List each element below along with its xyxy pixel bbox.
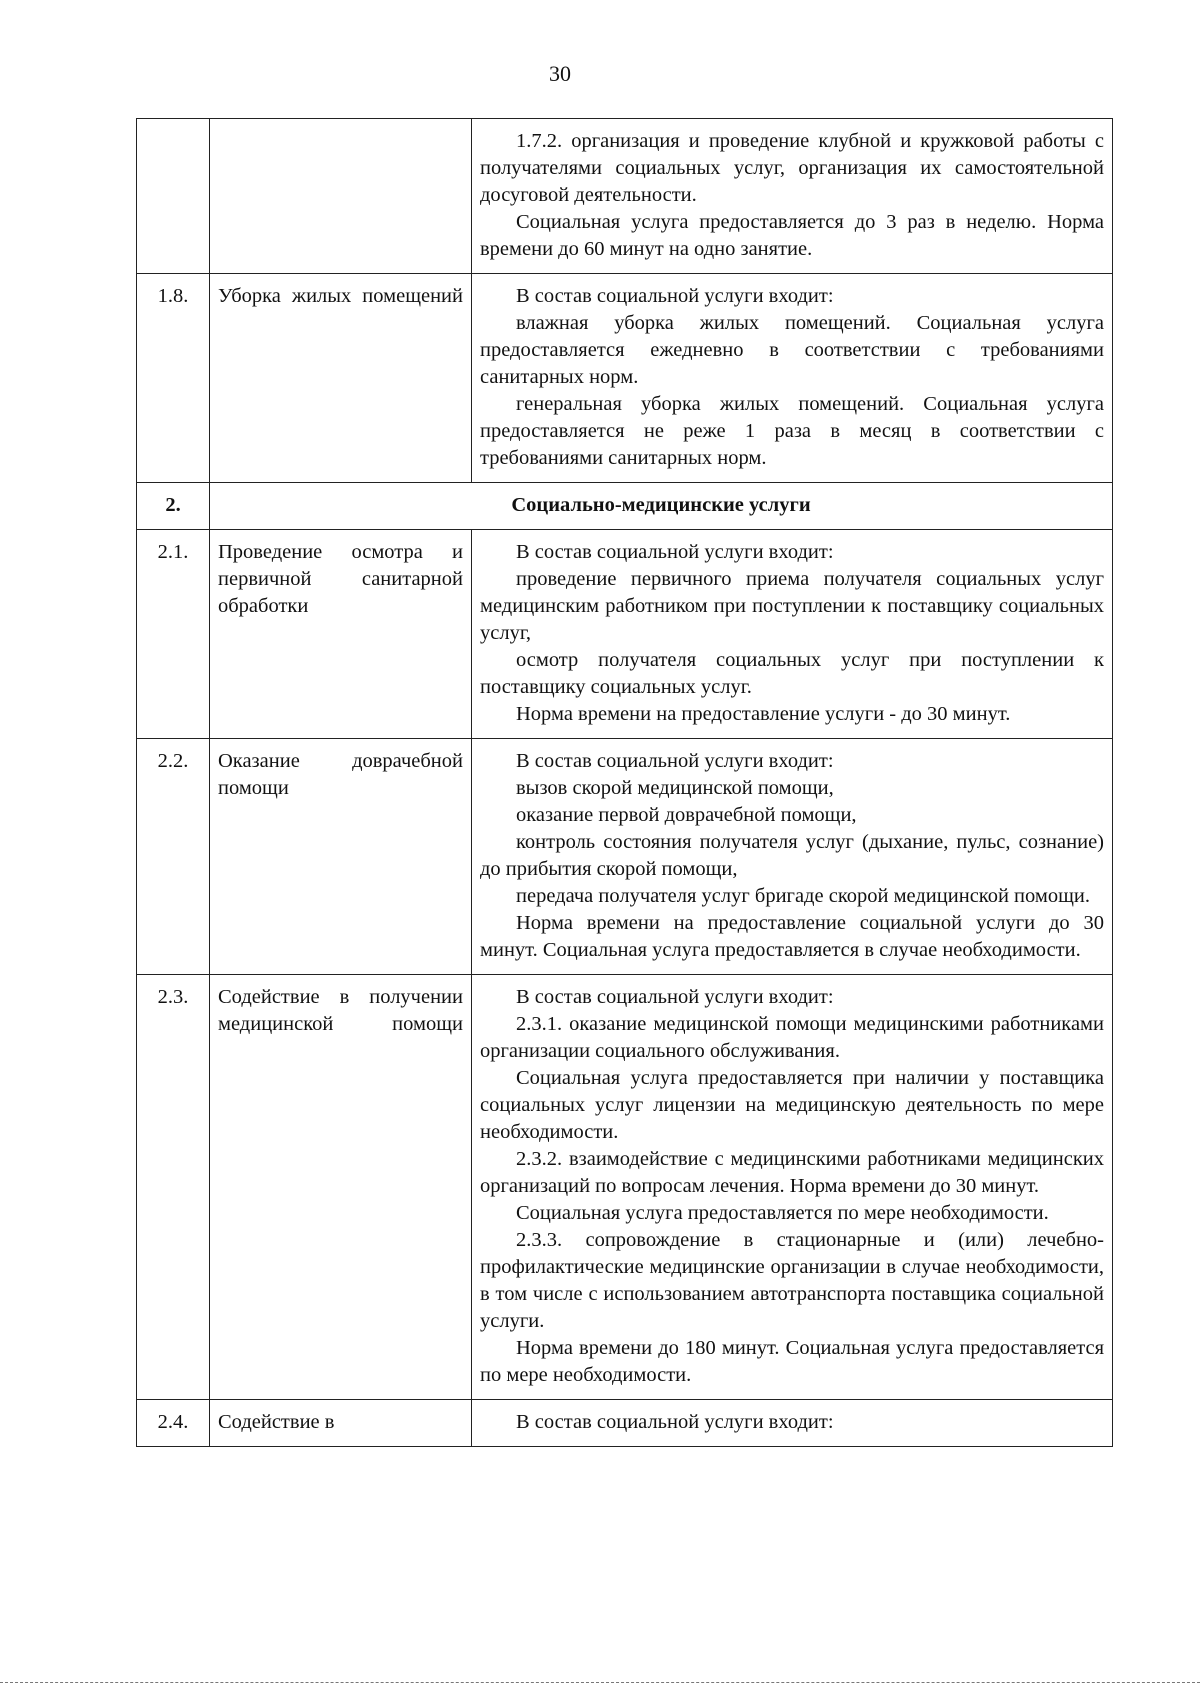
description-paragraph: 2.3.2. взаимодействие с медицинскими работниками медицинских организаций по вопросам лечения. Норма времени до 30 минут. bbox=[480, 1148, 1104, 1197]
service-number bbox=[137, 119, 210, 274]
description-paragraph: В состав социальной услуги входит: bbox=[516, 541, 834, 563]
service-description bbox=[472, 274, 1113, 483]
service-description bbox=[472, 975, 1113, 1400]
section-title: Социально-медицинские услуги bbox=[210, 483, 1113, 530]
description-paragraph: Норма времени на предоставление услуги - до 30 минут. bbox=[516, 703, 1011, 725]
service-name: Содействие в bbox=[210, 1400, 472, 1447]
service-name bbox=[210, 119, 472, 274]
service-number: 1.8. bbox=[137, 274, 210, 483]
table-row bbox=[137, 975, 1113, 1400]
table-row bbox=[137, 1400, 1113, 1447]
table-row bbox=[137, 739, 1113, 975]
service-name: Уборка жилых помещений bbox=[210, 274, 472, 483]
description-paragraph: осмотр получателя социальных услуг при поступлении к поставщику социальных услуг. bbox=[480, 649, 1104, 698]
service-name: Содействие в получении медицинской помощи bbox=[210, 975, 472, 1400]
description-paragraph: 1.7.2. организация и проведение клубной и кружковой работы с получателями социальных услуг, организация их самостоятельной досуговой деятельности. bbox=[480, 130, 1104, 206]
description-paragraph: В состав социальной услуги входит: bbox=[516, 750, 834, 772]
description-paragraph: контроль состояния получателя услуг (дыхание, пульс, сознание) до прибытия скорой помощи, bbox=[480, 831, 1104, 880]
service-number: 2.3. bbox=[137, 975, 210, 1400]
table-row bbox=[137, 119, 1113, 274]
description-paragraph: влажная уборка жилых помещений. Социальная услуга предоставляется ежедневно в соответствии с требованиями санитарных норм. bbox=[480, 312, 1104, 388]
service-number: 2.1. bbox=[137, 530, 210, 739]
social-services-table bbox=[136, 118, 1113, 1447]
service-name: Оказание доврачебной помощи bbox=[210, 739, 472, 975]
service-description bbox=[472, 1400, 1113, 1447]
description-paragraph: оказание первой доврачебной помощи, bbox=[516, 804, 857, 826]
description-paragraph: В состав социальной услуги входит: bbox=[516, 1411, 834, 1433]
description-paragraph: Социальная услуга предоставляется по мере необходимости. bbox=[516, 1202, 1049, 1224]
service-number: 2.4. bbox=[137, 1400, 210, 1447]
table-row bbox=[137, 530, 1113, 739]
description-paragraph: Социальная услуга предоставляется при наличии у поставщика социальных услуг лицензии на медицинскую деятельность по мере необходимости. bbox=[480, 1067, 1104, 1143]
description-paragraph: генеральная уборка жилых помещений. Социальная услуга предоставляется не реже 1 раза в месяц в соответствии с требованиями санитарных норм. bbox=[480, 393, 1104, 469]
page-bottom-rule bbox=[0, 1682, 1200, 1683]
description-paragraph: Норма времени на предоставление социальной услуги до 30 минут. Социальная услуга предоставляется в случае необходимости. bbox=[480, 912, 1104, 961]
description-paragraph: проведение первичного приема получателя социальных услуг медицинским работником при поступлении к поставщику социальных услуг, bbox=[480, 568, 1104, 644]
description-paragraph: В состав социальной услуги входит: bbox=[516, 986, 834, 1008]
description-paragraph: 2.3.1. оказание медицинской помощи медицинскими работниками организации социального обслуживания. bbox=[480, 1013, 1104, 1062]
table-row bbox=[137, 274, 1113, 483]
page-number: 30 bbox=[549, 61, 571, 86]
section-header-row bbox=[137, 483, 1113, 530]
description-paragraph: 2.3.3. сопровождение в стационарные и (или) лечебно-профилактические медицинские организации в случае необходимости, в том числе с использованием автотранспорта поставщика социальной услуги. bbox=[480, 1229, 1104, 1332]
service-name: Проведение осмотра и первичной санитарной обработки bbox=[210, 530, 472, 739]
section-number: 2. bbox=[137, 483, 210, 530]
service-description bbox=[472, 119, 1113, 274]
service-number: 2.2. bbox=[137, 739, 210, 975]
description-paragraph: передача получателя услуг бригаде скорой медицинской помощи. bbox=[516, 885, 1090, 907]
description-paragraph: Норма времени до 180 минут. Социальная услуга предоставляется по мере необходимости. bbox=[480, 1337, 1104, 1386]
service-description bbox=[472, 530, 1113, 739]
service-description bbox=[472, 739, 1113, 975]
description-paragraph: В состав социальной услуги входит: bbox=[516, 285, 834, 307]
description-paragraph: вызов скорой медицинской помощи, bbox=[516, 777, 834, 799]
description-paragraph: Социальная услуга предоставляется до 3 раз в неделю. Норма времени до 60 минут на одно занятие. bbox=[480, 211, 1104, 260]
